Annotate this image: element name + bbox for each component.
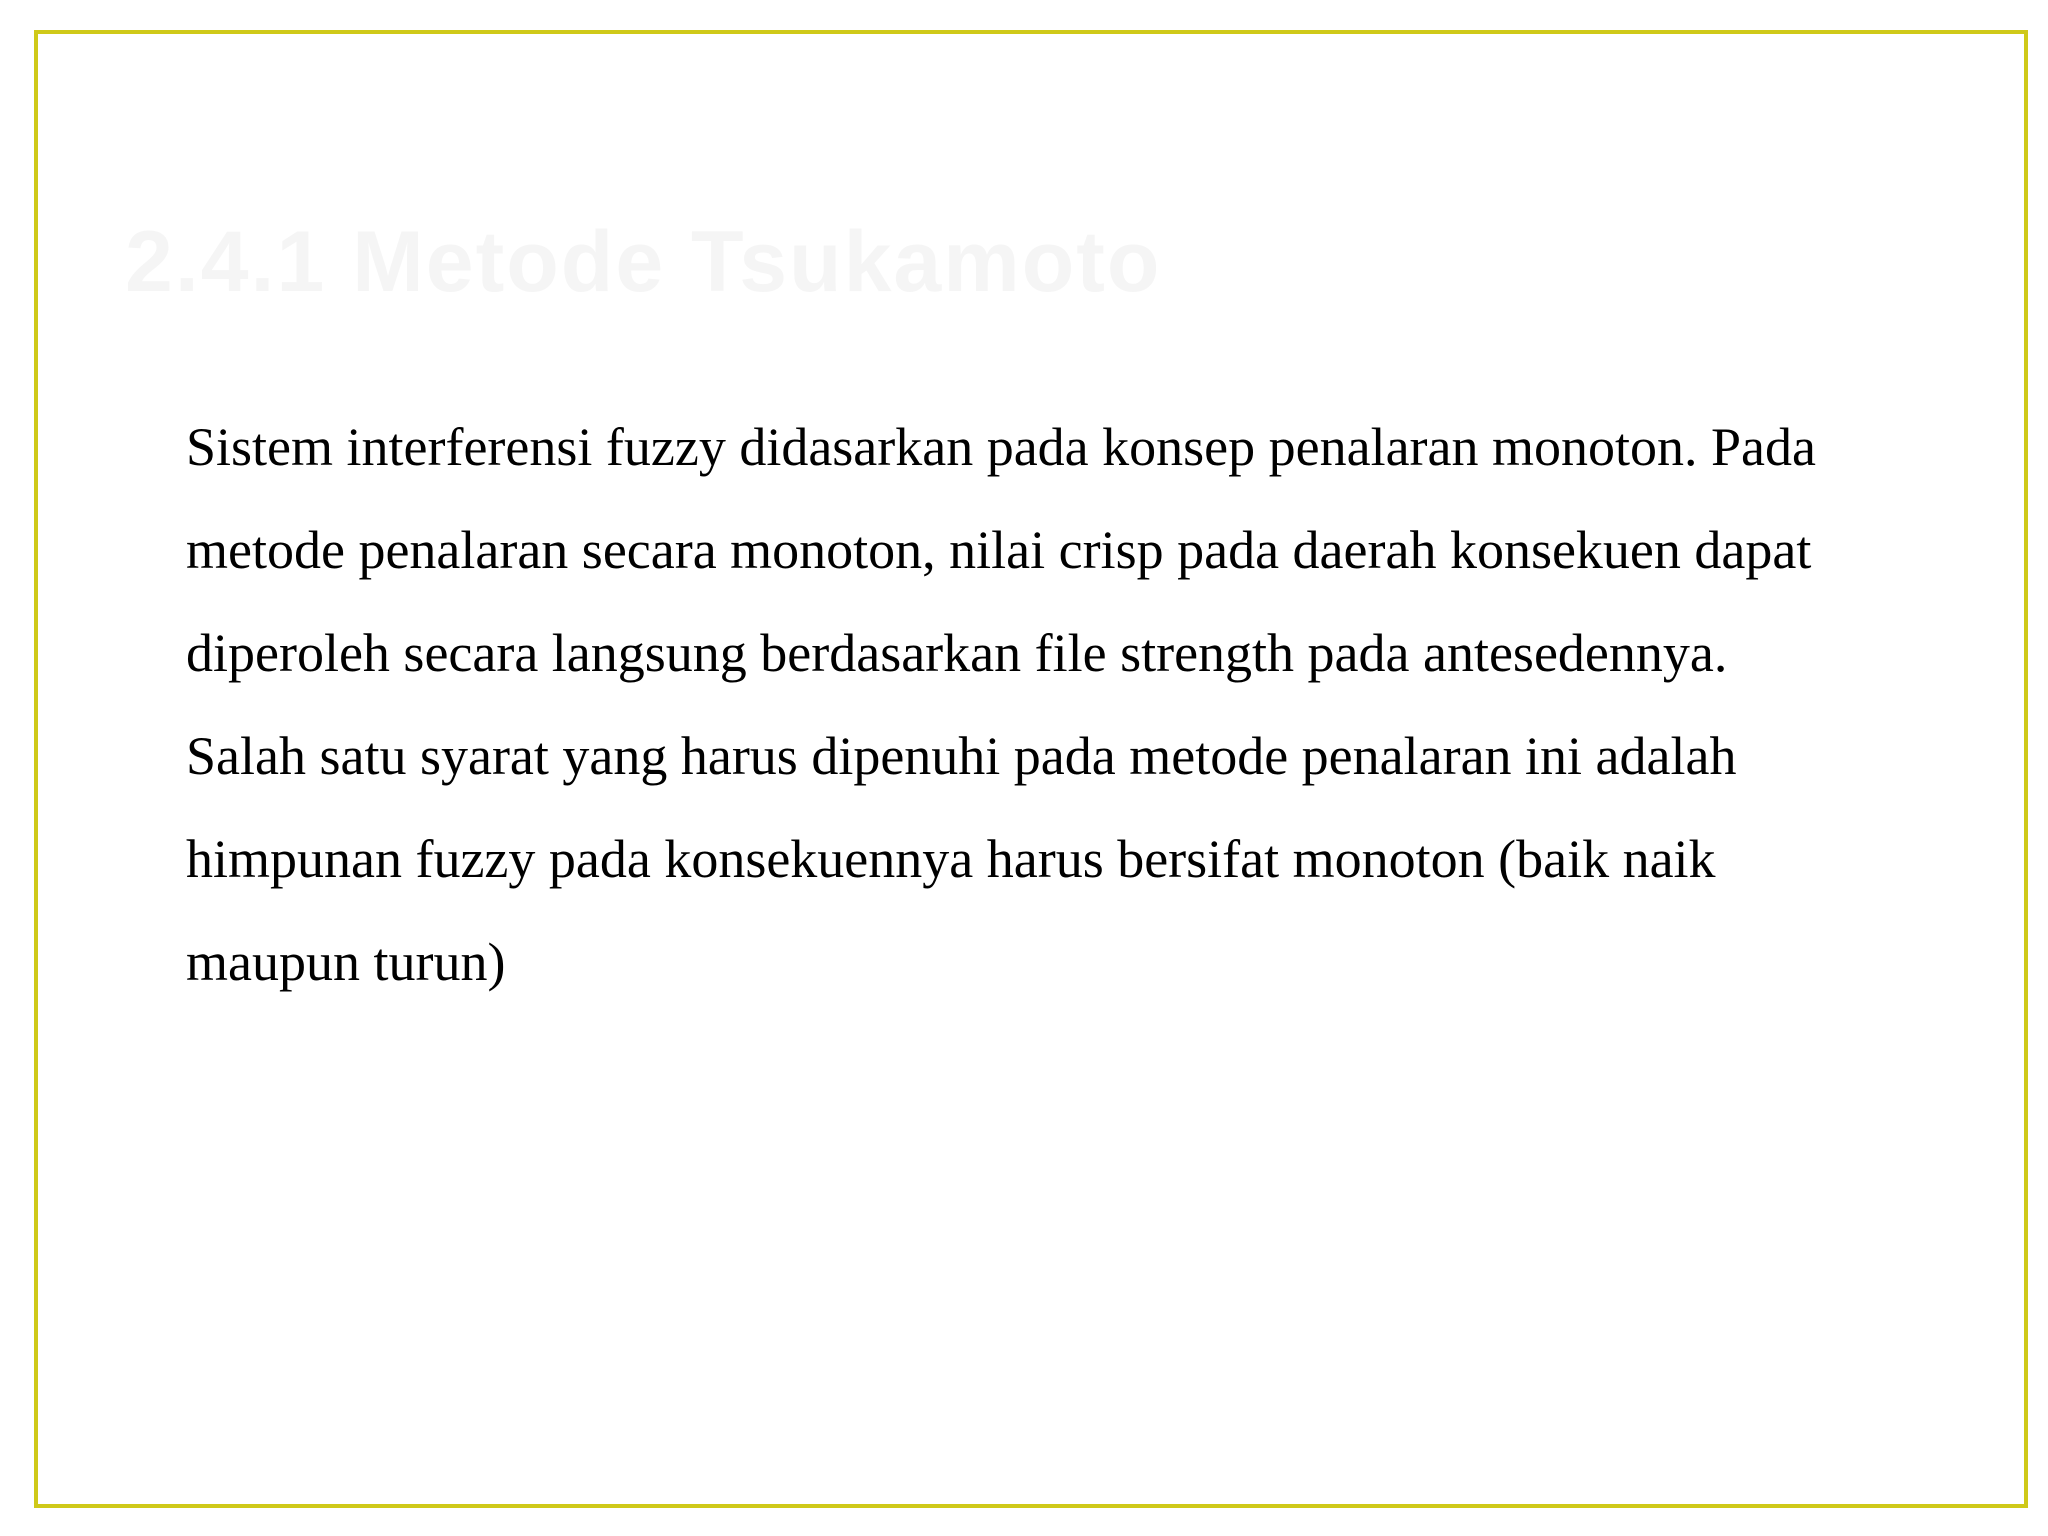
- paragraph-line: Sistem interferensi fuzzy didasarkan pada konsep penalaran monoton. Pada: [186, 417, 1816, 477]
- slide-title: 2.4.1 Metode Tsukamoto: [125, 214, 1162, 310]
- paragraph-line: Salah satu syarat yang harus dipenuhi pada metode penalaran ini adalah: [186, 726, 1737, 786]
- paragraph-line: maupun turun): [186, 932, 506, 992]
- paragraph-line: himpunan fuzzy pada konsekuennya harus bersifat monoton (baik naik: [186, 829, 1716, 889]
- paragraph-line: diperoleh secara langsung berdasarkan file strength pada antesedennya.: [186, 623, 1728, 683]
- paragraph-line: metode penalaran secara monoton, nilai crisp pada daerah konsekuen dapat: [186, 520, 1812, 580]
- slide-body-paragraph: [186, 396, 1946, 1014]
